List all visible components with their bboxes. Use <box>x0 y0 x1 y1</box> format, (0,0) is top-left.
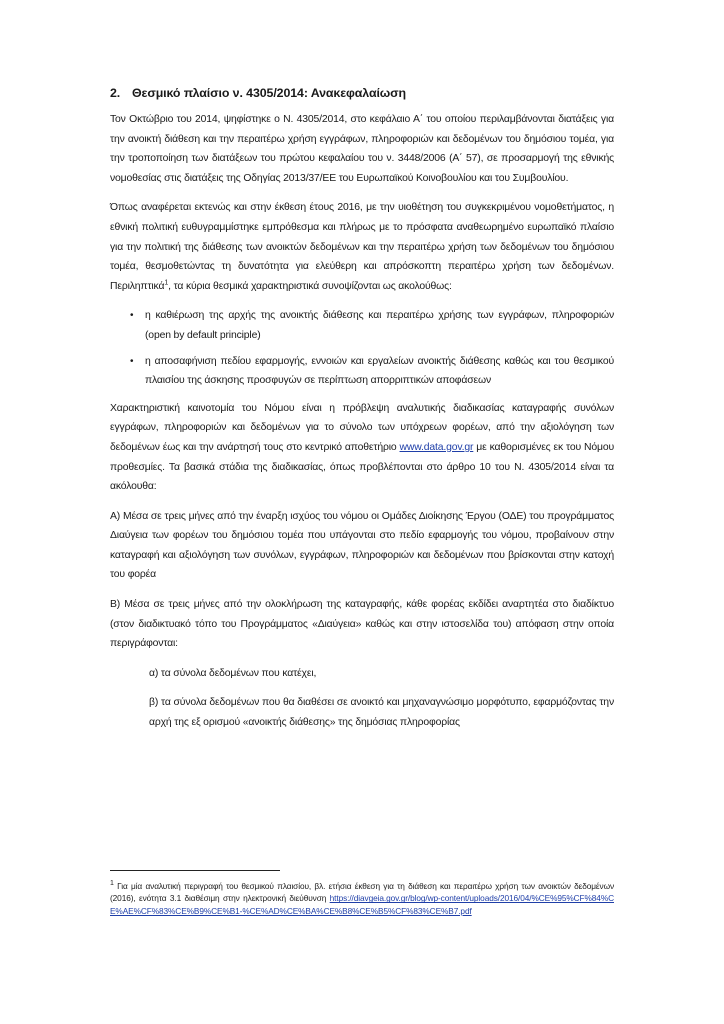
paragraph-innovation-text: Χαρακτηριστική καινοτομία του Νόμου είναι η πρόβλεψη αναλυτικής διαδικασίας καταγραφής συνόλων εγγράφων, πληροφοριών και δεδομένων για το σύνολο των υπόχρεων φορέων, από την αξιολόγηση των δεδομένων έως και την ανάρτησή τους στο κεντρικό αποθετήριο <box>110 402 614 453</box>
data-gov-link[interactable]: www.data.gov.gr <box>399 441 474 453</box>
list-item <box>110 352 614 391</box>
footnote-text: Για μία αναλυτική περιγραφή του θεσμικού πλαισίου, βλ. ετήσια έκθεση για τη διάθεση και περαιτέρω χρήση των ανοικτών δεδομένων (2016), ενότητα 3.1 διαθέσιμη στην ηλεκτρονική διεύθυνση <box>110 881 614 904</box>
list-item-text: η καθιέρωση της αρχής της ανοικτής διάθεσης και περαιτέρω χρήσης των εγγράφων, πληροφοριών (open by default principle) <box>145 310 614 341</box>
document-page <box>110 84 614 743</box>
list-item <box>110 306 614 345</box>
paragraph-innovation-end: με καθορισμένες εκ του Νόμου προθεσμίες. Τα βασικά στάδια της διαδικασίας, όπως προβλέπονται στο άρθρο 10 του Ν. 4305/2014 είναι τα ακόλουθα: <box>110 441 614 493</box>
paragraph-stage-b-item-b: β) τα σύνολα δεδομένων που θα διαθέσει σε ανοικτό και μηχαναγνώσιμο μορφότυπο, εφαρμόζοντας την αρχή της εξ ορισμού «ανοικτής διάθεσης» της δημόσιας πληροφορίας <box>149 697 614 729</box>
footnote-link[interactable]: https://diavgeia.gov.gr/blog/wp-content/uploads/2016/04/%CE%95%CF%84%CE%AE%CF%83%CE%B9%CE%B1-%CE%AD%CE%BA%CE%B8%CE%B5%CF%83%CE%B7.pdf <box>110 893 614 916</box>
list-item-text: η αποσαφήνιση πεδίου εφαρμογής, εννοιών και εργαλείων ανοικτής διάθεσης καθώς και του θεσμικού πλαισίου της άσκησης προσφυγών σε περίπτωση απορριπτικών αποφάσεων <box>145 355 614 387</box>
section-title: Θεσμικό πλαίσιο ν. 4305/2014: Ανακεφαλαίωση <box>132 86 407 100</box>
footnote-number: 1 <box>110 880 114 888</box>
paragraph-innovation <box>110 399 614 497</box>
footnote-divider <box>110 870 280 871</box>
footnote <box>110 880 614 917</box>
footnote-reference[interactable]: 1 <box>164 279 169 287</box>
characteristics-list <box>110 306 614 390</box>
paragraph-policy-text: Όπως αναφέρεται εκτενώς και στην έκθεση έτους 2016, με την υιοθέτηση του συγκεκριμένου νομοθετήματος, η εθνική πολιτική ευθυγραμμίστηκε εμπρόθεσμα και πλήρως με το πρόσφατα αναθεωρημένο ευρωπαϊκό πλαίσιο για την πολιτική της διάθεσης των ανοικτών δεδομένων και την περαιτέρω χρήση των δεδομένων του δημόσιου τομέα, θεσμοθετώντας τη δυνατότητα για ελεύθερη και απρόσκοπτη περαιτέρω χρήση των δεδομένων. Περιληπτικά <box>110 202 614 292</box>
paragraph-law-adoption: Τον Οκτώβριο του 2014, ψηφίστηκε ο Ν. 4305/2014, στο κεφάλαιο Α΄ του οποίου περιλαμβάνονται διατάξεις για την ανοικτή διάθεση και την περαιτέρω χρήση εγγράφων, πληροφοριών και δεδομένων του δημόσιου τομέα, για την τροποποίηση των διατάξεων του πρώτου κεφαλαίου του ν. 3448/2006 (Α΄ 57), σε προσαρμογή της εθνικής νομοθεσίας στις διατάξεις της Οδηγίας 2013/37/ΕΕ του Ευρωπαϊκού Κοινοβουλίου και του Συμβουλίου. <box>110 114 614 184</box>
paragraph-stage-b: Β) Μέσα σε τρεις μήνες από την ολοκλήρωση της καταγραφής, κάθε φορέας εκδίδει αναρτητέα στο διαδίκτυο (στον διαδικτυακό τόπο του Προγράμματος «Διαύγεια» καθώς και στην ιστοσελίδα του) απόφαση στην οποία περιγράφονται: <box>110 599 614 650</box>
bullet-icon: • <box>130 355 134 367</box>
paragraph-stage-b-item-a: α) τα σύνολα δεδομένων που κατέχει, <box>149 667 317 679</box>
paragraph-policy-alignment <box>110 198 614 296</box>
paragraph-stage-a: Α) Μέσα σε τρεις μήνες από την έναρξη ισχύος του νόμου οι Ομάδες Διοίκησης Έργου (ΟΔΕ) του προγράμματος Διαύγεια των φορέων του δημόσιου τομέα που υπάγονται στο πεδίο εφαρμογής του νόμου, προβαίνουν στην καταγραφή και αξιολόγηση των συνόλων, εγγράφων, πληροφοριών και δεδομένων που βρίσκονται στην κατοχή του φορέα <box>110 510 614 581</box>
paragraph-policy-end: , τα κύρια θεσμικά χαρακτηριστικά συνοψίζονται ως ακολούθως: <box>168 280 452 292</box>
section-heading <box>110 84 614 102</box>
section-number: 2. <box>110 86 121 100</box>
bullet-icon: • <box>130 310 134 322</box>
